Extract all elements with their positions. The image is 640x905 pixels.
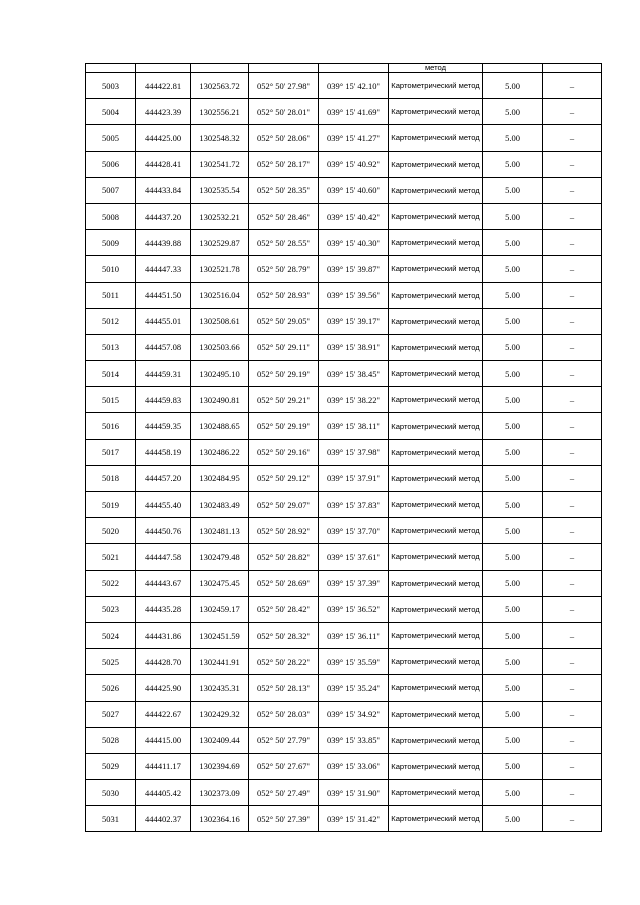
cell-point: 5025: [86, 649, 136, 675]
cell-point: 5019: [86, 492, 136, 518]
cell-lon: 039° 15' 40.30": [319, 230, 389, 256]
cell-point: 5026: [86, 675, 136, 701]
cell-note: –: [543, 465, 602, 491]
table-row: [86, 465, 602, 491]
cell-point: 5005: [86, 125, 136, 151]
cell-lon: 039° 15' 38.22": [319, 387, 389, 413]
cell-lat: 052° 50' 27.79": [249, 727, 319, 753]
cell-note: –: [543, 151, 602, 177]
cell-point: 5010: [86, 256, 136, 282]
cell-x: 444458.19: [136, 439, 191, 465]
table-row: [86, 387, 602, 413]
cell-point: 5029: [86, 753, 136, 779]
cell-note: –: [543, 413, 602, 439]
cell-lon: 039° 15' 37.70": [319, 518, 389, 544]
cell-accuracy: 5.00: [483, 753, 543, 779]
cell-lat: 052° 50' 28.79": [249, 256, 319, 282]
table-row: [86, 701, 602, 727]
cell-accuracy: [483, 64, 543, 73]
cell-accuracy: 5.00: [483, 203, 543, 229]
cell-y: 1302479.48: [191, 544, 249, 570]
cell-y: 1302516.04: [191, 282, 249, 308]
cell-y: 1302364.16: [191, 806, 249, 832]
cell-lat: 052° 50' 29.11": [249, 334, 319, 360]
cell-point: 5011: [86, 282, 136, 308]
table-row: [86, 413, 602, 439]
table-row: [86, 675, 602, 701]
cell-accuracy: 5.00: [483, 465, 543, 491]
cell-note: –: [543, 806, 602, 832]
cell-point: 5007: [86, 177, 136, 203]
cell-method: Картометрический метод: [389, 361, 483, 387]
cell-lat: 052° 50' 28.55": [249, 230, 319, 256]
cell-x: 444422.67: [136, 701, 191, 727]
cell-method: Картометрический метод: [389, 99, 483, 125]
table-row: [86, 570, 602, 596]
cell-accuracy: 5.00: [483, 806, 543, 832]
cell-method: Картометрический метод: [389, 387, 483, 413]
cell-method: Картометрический метод: [389, 73, 483, 99]
cell-lat: 052° 50' 29.07": [249, 492, 319, 518]
table-row: [86, 649, 602, 675]
cell-method: Картометрический метод: [389, 282, 483, 308]
cell-lon: 039° 15' 40.92": [319, 151, 389, 177]
cell-method: Картометрический метод: [389, 544, 483, 570]
cell-note: –: [543, 230, 602, 256]
cell-lat: 052° 50' 27.98": [249, 73, 319, 99]
cell-accuracy: 5.00: [483, 282, 543, 308]
cell-lat: 052° 50' 28.92": [249, 518, 319, 544]
cell-accuracy: 5.00: [483, 361, 543, 387]
cell-x: 444455.01: [136, 308, 191, 334]
cell-x: 444447.58: [136, 544, 191, 570]
table-row: [86, 256, 602, 282]
cell-accuracy: 5.00: [483, 230, 543, 256]
cell-y: 1302409.44: [191, 727, 249, 753]
cell-note: –: [543, 99, 602, 125]
cell-note: –: [543, 649, 602, 675]
cell-x: 444455.40: [136, 492, 191, 518]
cell-x: 444402.37: [136, 806, 191, 832]
cell-y: 1302532.21: [191, 203, 249, 229]
cell-method: Картометрический метод: [389, 753, 483, 779]
cell-note: –: [543, 701, 602, 727]
cell-lat: 052° 50' 28.13": [249, 675, 319, 701]
cell-accuracy: 5.00: [483, 125, 543, 151]
cell-lon: 039° 15' 37.98": [319, 439, 389, 465]
cell-accuracy: 5.00: [483, 256, 543, 282]
cell-x: 444428.41: [136, 151, 191, 177]
cell-x: 444433.84: [136, 177, 191, 203]
cell-x: 444431.86: [136, 622, 191, 648]
cell-lon: 039° 15' 37.61": [319, 544, 389, 570]
cell-x: 444450.76: [136, 518, 191, 544]
cell-x: 444405.42: [136, 780, 191, 806]
cell-lon: 039° 15' 38.91": [319, 334, 389, 360]
cell-note: –: [543, 727, 602, 753]
cell-method: Картометрический метод: [389, 806, 483, 832]
cell-method: метод: [389, 64, 483, 73]
cell-accuracy: 5.00: [483, 596, 543, 622]
table-row: [86, 518, 602, 544]
cell-point: 5014: [86, 361, 136, 387]
cell-note: –: [543, 73, 602, 99]
cell-x: 444457.20: [136, 465, 191, 491]
cell-y: 1302481.13: [191, 518, 249, 544]
cell-y: 1302488.65: [191, 413, 249, 439]
cell-method: Картометрический метод: [389, 230, 483, 256]
cell-point: 5012: [86, 308, 136, 334]
cell-point: 5022: [86, 570, 136, 596]
cell-x: 444428.70: [136, 649, 191, 675]
cell-accuracy: 5.00: [483, 73, 543, 99]
cell-lon: 039° 15' 37.91": [319, 465, 389, 491]
cell-accuracy: 5.00: [483, 544, 543, 570]
table-row: [86, 151, 602, 177]
cell-accuracy: 5.00: [483, 308, 543, 334]
cell-x: 444415.00: [136, 727, 191, 753]
cell-method: Картометрический метод: [389, 256, 483, 282]
cell-x: 444459.83: [136, 387, 191, 413]
cell-lon: 039° 15' 38.11": [319, 413, 389, 439]
cell-point: 5003: [86, 73, 136, 99]
cell-lat: 052° 50' 28.17": [249, 151, 319, 177]
cell-note: –: [543, 282, 602, 308]
cell-accuracy: 5.00: [483, 387, 543, 413]
cell-x: 444422.81: [136, 73, 191, 99]
table-row: [86, 492, 602, 518]
cell-method: Картометрический метод: [389, 492, 483, 518]
cell-x: 444439.88: [136, 230, 191, 256]
cell-y: 1302394.69: [191, 753, 249, 779]
cell-method: Картометрический метод: [389, 727, 483, 753]
table-row: [86, 806, 602, 832]
table-row: [86, 361, 602, 387]
table-row: [86, 780, 602, 806]
cell-y: 1302373.09: [191, 780, 249, 806]
cell-lat: 052° 50' 28.03": [249, 701, 319, 727]
cell-point: 5021: [86, 544, 136, 570]
cell-y: 1302521.78: [191, 256, 249, 282]
table-row: [86, 622, 602, 648]
cell-note: –: [543, 203, 602, 229]
cell-x: [136, 64, 191, 73]
cell-method: Картометрический метод: [389, 518, 483, 544]
cell-accuracy: 5.00: [483, 622, 543, 648]
cell-y: 1302429.32: [191, 701, 249, 727]
cell-accuracy: 5.00: [483, 439, 543, 465]
cell-lon: 039° 15' 36.52": [319, 596, 389, 622]
cell-point: 5016: [86, 413, 136, 439]
cell-x: 444459.31: [136, 361, 191, 387]
cell-lon: 039° 15' 39.87": [319, 256, 389, 282]
cell-lon: 039° 15' 33.06": [319, 753, 389, 779]
cell-y: 1302451.59: [191, 622, 249, 648]
cell-method: Картометрический метод: [389, 570, 483, 596]
cell-x: 444443.67: [136, 570, 191, 596]
table-row: [86, 596, 602, 622]
cell-y: 1302529.87: [191, 230, 249, 256]
cell-y: 1302535.54: [191, 177, 249, 203]
cell-lat: 052° 50' 29.19": [249, 361, 319, 387]
cell-accuracy: 5.00: [483, 727, 543, 753]
cell-y: 1302556.21: [191, 99, 249, 125]
cell-y: 1302503.66: [191, 334, 249, 360]
cell-lon: 039° 15' 31.42": [319, 806, 389, 832]
table-row: [86, 544, 602, 570]
cell-note: –: [543, 492, 602, 518]
table-row: [86, 177, 602, 203]
cell-note: –: [543, 387, 602, 413]
cell-point: 5024: [86, 622, 136, 648]
cell-y: 1302508.61: [191, 308, 249, 334]
cell-y: 1302441.91: [191, 649, 249, 675]
cell-x: 444437.20: [136, 203, 191, 229]
cell-lat: 052° 50' 28.06": [249, 125, 319, 151]
cell-note: –: [543, 570, 602, 596]
cell-lat: [249, 64, 319, 73]
cell-point: 5004: [86, 99, 136, 125]
cell-y: 1302541.72: [191, 151, 249, 177]
table-row-continued: [86, 64, 602, 73]
table-row: [86, 282, 602, 308]
cell-point: 5027: [86, 701, 136, 727]
cell-lon: [319, 64, 389, 73]
cell-lon: 039° 15' 34.92": [319, 701, 389, 727]
cell-method: Картометрический метод: [389, 203, 483, 229]
cell-lat: 052° 50' 28.01": [249, 99, 319, 125]
cell-lat: 052° 50' 29.19": [249, 413, 319, 439]
cell-method: Картометрический метод: [389, 675, 483, 701]
table-row: [86, 727, 602, 753]
cell-lon: 039° 15' 41.69": [319, 99, 389, 125]
cell-lon: 039° 15' 42.10": [319, 73, 389, 99]
cell-lat: 052° 50' 28.69": [249, 570, 319, 596]
cell-y: 1302483.49: [191, 492, 249, 518]
cell-point: 5013: [86, 334, 136, 360]
table-row: [86, 125, 602, 151]
cell-lat: 052° 50' 28.32": [249, 622, 319, 648]
cell-lat: 052° 50' 29.12": [249, 465, 319, 491]
cell-point: 5028: [86, 727, 136, 753]
cell-x: 444447.33: [136, 256, 191, 282]
cell-lon: 039° 15' 40.60": [319, 177, 389, 203]
cell-lon: 039° 15' 40.42": [319, 203, 389, 229]
cell-method: Картометрический метод: [389, 177, 483, 203]
table-body: [86, 64, 602, 832]
cell-lon: 039° 15' 41.27": [319, 125, 389, 151]
cell-method: Картометрический метод: [389, 413, 483, 439]
cell-lat: 052° 50' 28.42": [249, 596, 319, 622]
cell-lon: 039° 15' 38.45": [319, 361, 389, 387]
cell-lat: 052° 50' 28.22": [249, 649, 319, 675]
cell-lat: 052° 50' 27.67": [249, 753, 319, 779]
cell-accuracy: 5.00: [483, 413, 543, 439]
cell-lon: 039° 15' 39.17": [319, 308, 389, 334]
cell-point: 5030: [86, 780, 136, 806]
cell-method: Картометрический метод: [389, 622, 483, 648]
cell-note: –: [543, 544, 602, 570]
cell-y: [191, 64, 249, 73]
cell-accuracy: 5.00: [483, 492, 543, 518]
cell-point: 5018: [86, 465, 136, 491]
cell-lon: 039° 15' 35.24": [319, 675, 389, 701]
cell-note: –: [543, 361, 602, 387]
cell-method: Картометрический метод: [389, 465, 483, 491]
cell-y: 1302490.81: [191, 387, 249, 413]
table-row: [86, 308, 602, 334]
cell-point: 5017: [86, 439, 136, 465]
table-row: [86, 203, 602, 229]
cell-x: 444423.39: [136, 99, 191, 125]
cell-lon: 039° 15' 36.11": [319, 622, 389, 648]
cell-note: –: [543, 256, 602, 282]
cell-point: 5020: [86, 518, 136, 544]
cell-lon: 039° 15' 33.85": [319, 727, 389, 753]
cell-y: 1302486.22: [191, 439, 249, 465]
cell-accuracy: 5.00: [483, 675, 543, 701]
cell-x: 444411.17: [136, 753, 191, 779]
table-row: [86, 99, 602, 125]
cell-note: –: [543, 753, 602, 779]
cell-lon: 039° 15' 37.83": [319, 492, 389, 518]
cell-point: 5008: [86, 203, 136, 229]
cell-method: Картометрический метод: [389, 151, 483, 177]
cell-method: Картометрический метод: [389, 596, 483, 622]
cell-y: 1302459.17: [191, 596, 249, 622]
cell-point: 5006: [86, 151, 136, 177]
cell-lat: 052° 50' 28.46": [249, 203, 319, 229]
cell-y: 1302484.95: [191, 465, 249, 491]
cell-point: [86, 64, 136, 73]
cell-lat: 052° 50' 29.05": [249, 308, 319, 334]
cell-note: –: [543, 308, 602, 334]
cell-method: Картометрический метод: [389, 780, 483, 806]
cell-note: [543, 64, 602, 73]
cell-method: Картометрический метод: [389, 308, 483, 334]
cell-accuracy: 5.00: [483, 780, 543, 806]
cell-lat: 052° 50' 28.93": [249, 282, 319, 308]
cell-x: 444451.50: [136, 282, 191, 308]
cell-note: –: [543, 675, 602, 701]
coordinates-table: [85, 63, 602, 832]
cell-accuracy: 5.00: [483, 99, 543, 125]
cell-lon: 039° 15' 37.39": [319, 570, 389, 596]
cell-accuracy: 5.00: [483, 177, 543, 203]
cell-lat: 052° 50' 28.82": [249, 544, 319, 570]
table-row: [86, 753, 602, 779]
table-row: [86, 230, 602, 256]
cell-x: 444425.00: [136, 125, 191, 151]
cell-accuracy: 5.00: [483, 649, 543, 675]
table-row: [86, 73, 602, 99]
cell-lat: 052° 50' 27.49": [249, 780, 319, 806]
cell-accuracy: 5.00: [483, 334, 543, 360]
cell-note: –: [543, 177, 602, 203]
cell-point: 5031: [86, 806, 136, 832]
cell-accuracy: 5.00: [483, 518, 543, 544]
table-row: [86, 334, 602, 360]
cell-accuracy: 5.00: [483, 701, 543, 727]
cell-y: 1302495.10: [191, 361, 249, 387]
cell-note: –: [543, 596, 602, 622]
cell-x: 444425.90: [136, 675, 191, 701]
cell-lat: 052° 50' 29.21": [249, 387, 319, 413]
cell-point: 5015: [86, 387, 136, 413]
cell-point: 5009: [86, 230, 136, 256]
cell-lat: 052° 50' 29.16": [249, 439, 319, 465]
cell-method: Картометрический метод: [389, 649, 483, 675]
cell-note: –: [543, 518, 602, 544]
cell-y: 1302435.31: [191, 675, 249, 701]
cell-lon: 039° 15' 31.90": [319, 780, 389, 806]
cell-lat: 052° 50' 28.35": [249, 177, 319, 203]
table-row: [86, 439, 602, 465]
cell-accuracy: 5.00: [483, 151, 543, 177]
cell-lat: 052° 50' 27.39": [249, 806, 319, 832]
cell-note: –: [543, 780, 602, 806]
cell-note: –: [543, 622, 602, 648]
cell-note: –: [543, 125, 602, 151]
cell-y: 1302475.45: [191, 570, 249, 596]
cell-x: 444435.28: [136, 596, 191, 622]
cell-note: –: [543, 334, 602, 360]
cell-method: Картометрический метод: [389, 701, 483, 727]
cell-y: 1302548.32: [191, 125, 249, 151]
cell-lon: 039° 15' 39.56": [319, 282, 389, 308]
cell-note: –: [543, 439, 602, 465]
cell-method: Картометрический метод: [389, 334, 483, 360]
cell-x: 444457.08: [136, 334, 191, 360]
cell-lon: 039° 15' 35.59": [319, 649, 389, 675]
cell-method: Картометрический метод: [389, 439, 483, 465]
cell-x: 444459.35: [136, 413, 191, 439]
cell-method: Картометрический метод: [389, 125, 483, 151]
cell-y: 1302563.72: [191, 73, 249, 99]
cell-point: 5023: [86, 596, 136, 622]
cell-accuracy: 5.00: [483, 570, 543, 596]
